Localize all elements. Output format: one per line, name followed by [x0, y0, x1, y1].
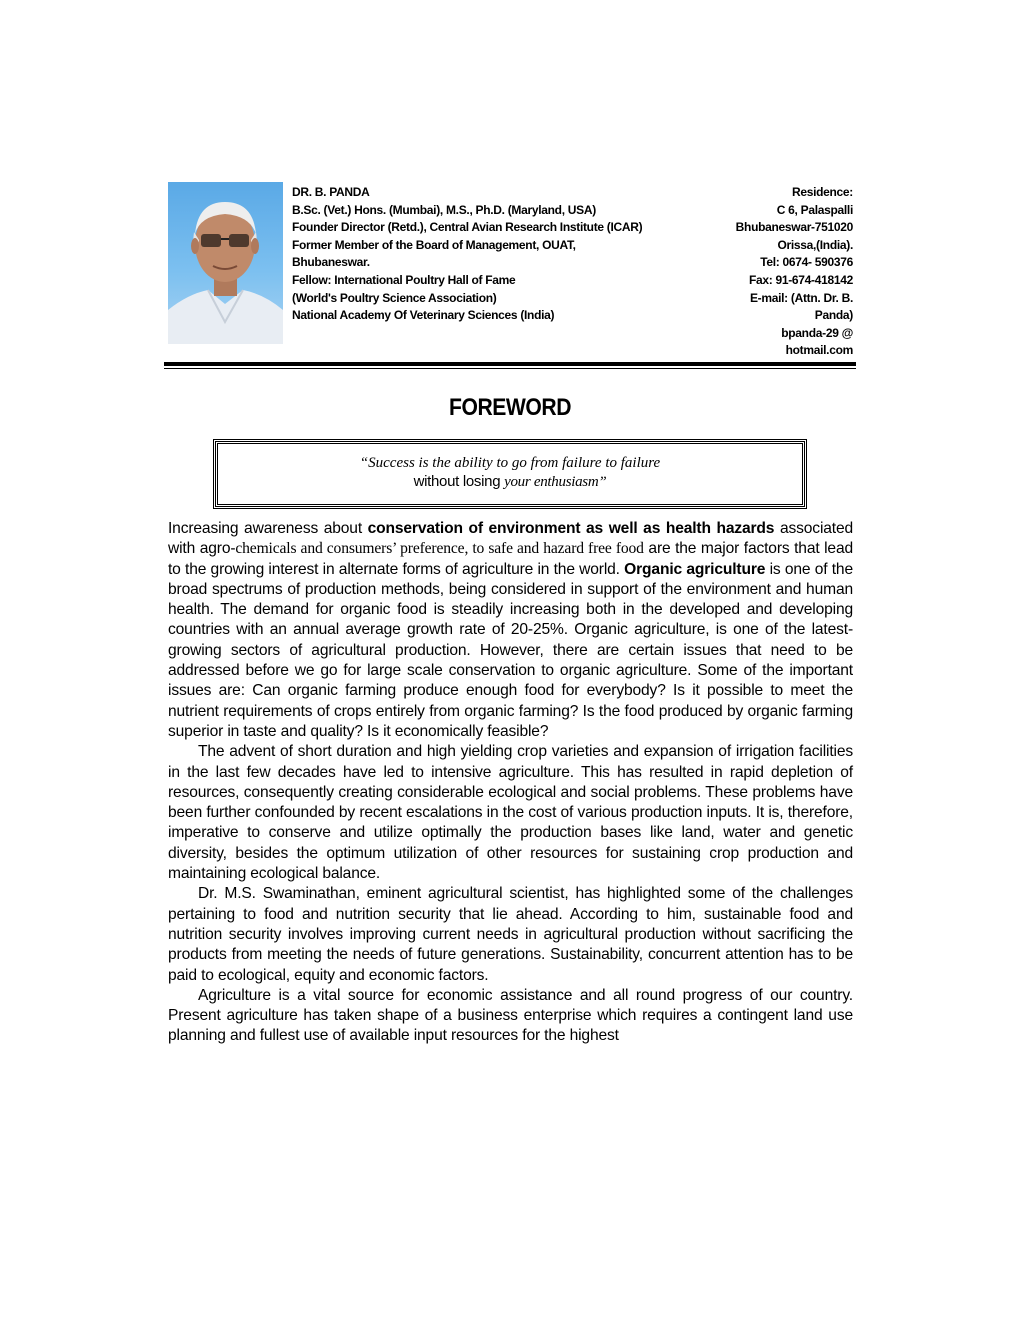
contact-block	[693, 184, 853, 360]
bold-text-run: conservation of environment as well as health hazards	[367, 520, 775, 537]
author-name: DR. B. PANDA	[292, 185, 370, 199]
credential-line: Fellow: International Poultry Hall of Fame	[292, 272, 516, 287]
portrait-image	[168, 182, 283, 344]
serif-text-run: chemicals and consumers’ preference, to safe and hazard free food	[235, 540, 644, 558]
contact-line: Residence:	[791, 185, 853, 199]
contact-line: Orissa,(India).	[777, 237, 853, 252]
contact-line: bpanda-29 @	[781, 325, 853, 340]
contact-line: Panda)	[814, 308, 853, 323]
paragraph-1	[168, 519, 853, 742]
text-run: associated with agro-	[168, 520, 854, 558]
header-divider-thick	[164, 362, 856, 366]
contact-line: Fax: 91-674-418142	[748, 272, 853, 287]
paragraph-4: Agriculture is a vital source for economic assistance and all round progress of our country. Present agriculture has taken shape of a business enterprise which requires a contingent land use planning and fullest use of available input resources for the highest	[168, 986, 853, 1045]
quote-plain-text: without losing	[413, 473, 505, 490]
quote-box	[215, 441, 805, 507]
paragraph-2: The advent of short duration and high yielding crop varieties and expansion of irrigation facilities in the last few decades have led to intensive agriculture. This has resulted in rapid depletion of resources, consequently creating considerable ecological and social problems. These problems have been further confounded by recent escalations in the cost of various production inputs. It is, therefore, imperative to conserve and utilize optimally the production bases like land, water and genetic diversity, besides the optimum utilization of other resources for sustaining crop production and maintaining ecological balance.	[168, 743, 853, 883]
contact-line: E-mail: (Attn. Dr. B.	[749, 290, 853, 305]
contact-email-domain: hotmail.com	[785, 343, 853, 358]
foreword-body	[168, 519, 853, 1047]
credential-line: Founder Director (Retd.), Central Avian Research Institute (ICAR)	[292, 220, 643, 235]
text-run: Increasing awareness about	[168, 520, 368, 537]
credential-line: Bhubaneswar.	[292, 255, 370, 270]
contact-line: C 6, Palaspalli	[776, 202, 853, 217]
author-bio	[292, 184, 712, 325]
contact-line: Tel: 0674- 590376	[760, 255, 853, 270]
text-run: are the major factors that lead to the growing interest in alternate forms of agriculture in the world.	[168, 540, 853, 578]
bold-text-run: Organic agriculture	[624, 560, 766, 578]
contact-line: Bhubaneswar-751020	[735, 220, 853, 235]
credential-line: B.Sc. (Vet.) Hons. (Mumbai), M.S., Ph.D. (Maryland, USA)	[292, 202, 596, 217]
quote-italic-text: your enthusiasm”	[504, 474, 607, 490]
text-run: is one of the broad spectrums of production methods, being considered in support of the environment and human health. The demand for organic food is steadily increasing both in the developed and developing countries with an annual average growth rate of 20-25%. Organic agriculture, is one of the latest-growing sectors of agricultural production. However, there are certain issues that need to be addressed before we go for large scale conservation to organic agriculture. Some of the important issues are: Can organic farming produce enough food for everybody? Is it possible to meet the nutrient requirements of crops entirely from organic farming? Is the food produced by organic farming superior in taste and quality? Is it economically feasible?	[168, 560, 853, 740]
header-divider-thin	[164, 368, 856, 369]
quote-line-2	[218, 473, 802, 491]
credential-line: National Academy Of Veterinary Sciences (India)	[292, 308, 555, 323]
paragraph-3: Dr. M.S. Swaminathan, eminent agricultural scientist, has highlighted some of the challenges pertaining to food and nutrition security that lie ahead. According to him, sustainable food and nutrition security involves improving current needs in agricultural production without sacrificing the products from meeting the needs of future generations. Sustainability, concurrent attention has to be paid to ecological, equity and economic factors.	[168, 885, 853, 984]
credential-line: (World's Poultry Science Association)	[292, 290, 497, 305]
quote-line-1: “Success is the ability to go from failure to failure	[359, 455, 661, 471]
author-photo	[168, 182, 283, 344]
credential-line: Former Member of the Board of Management, OUAT,	[292, 237, 576, 252]
page-title: FOREWORD	[448, 394, 572, 421]
